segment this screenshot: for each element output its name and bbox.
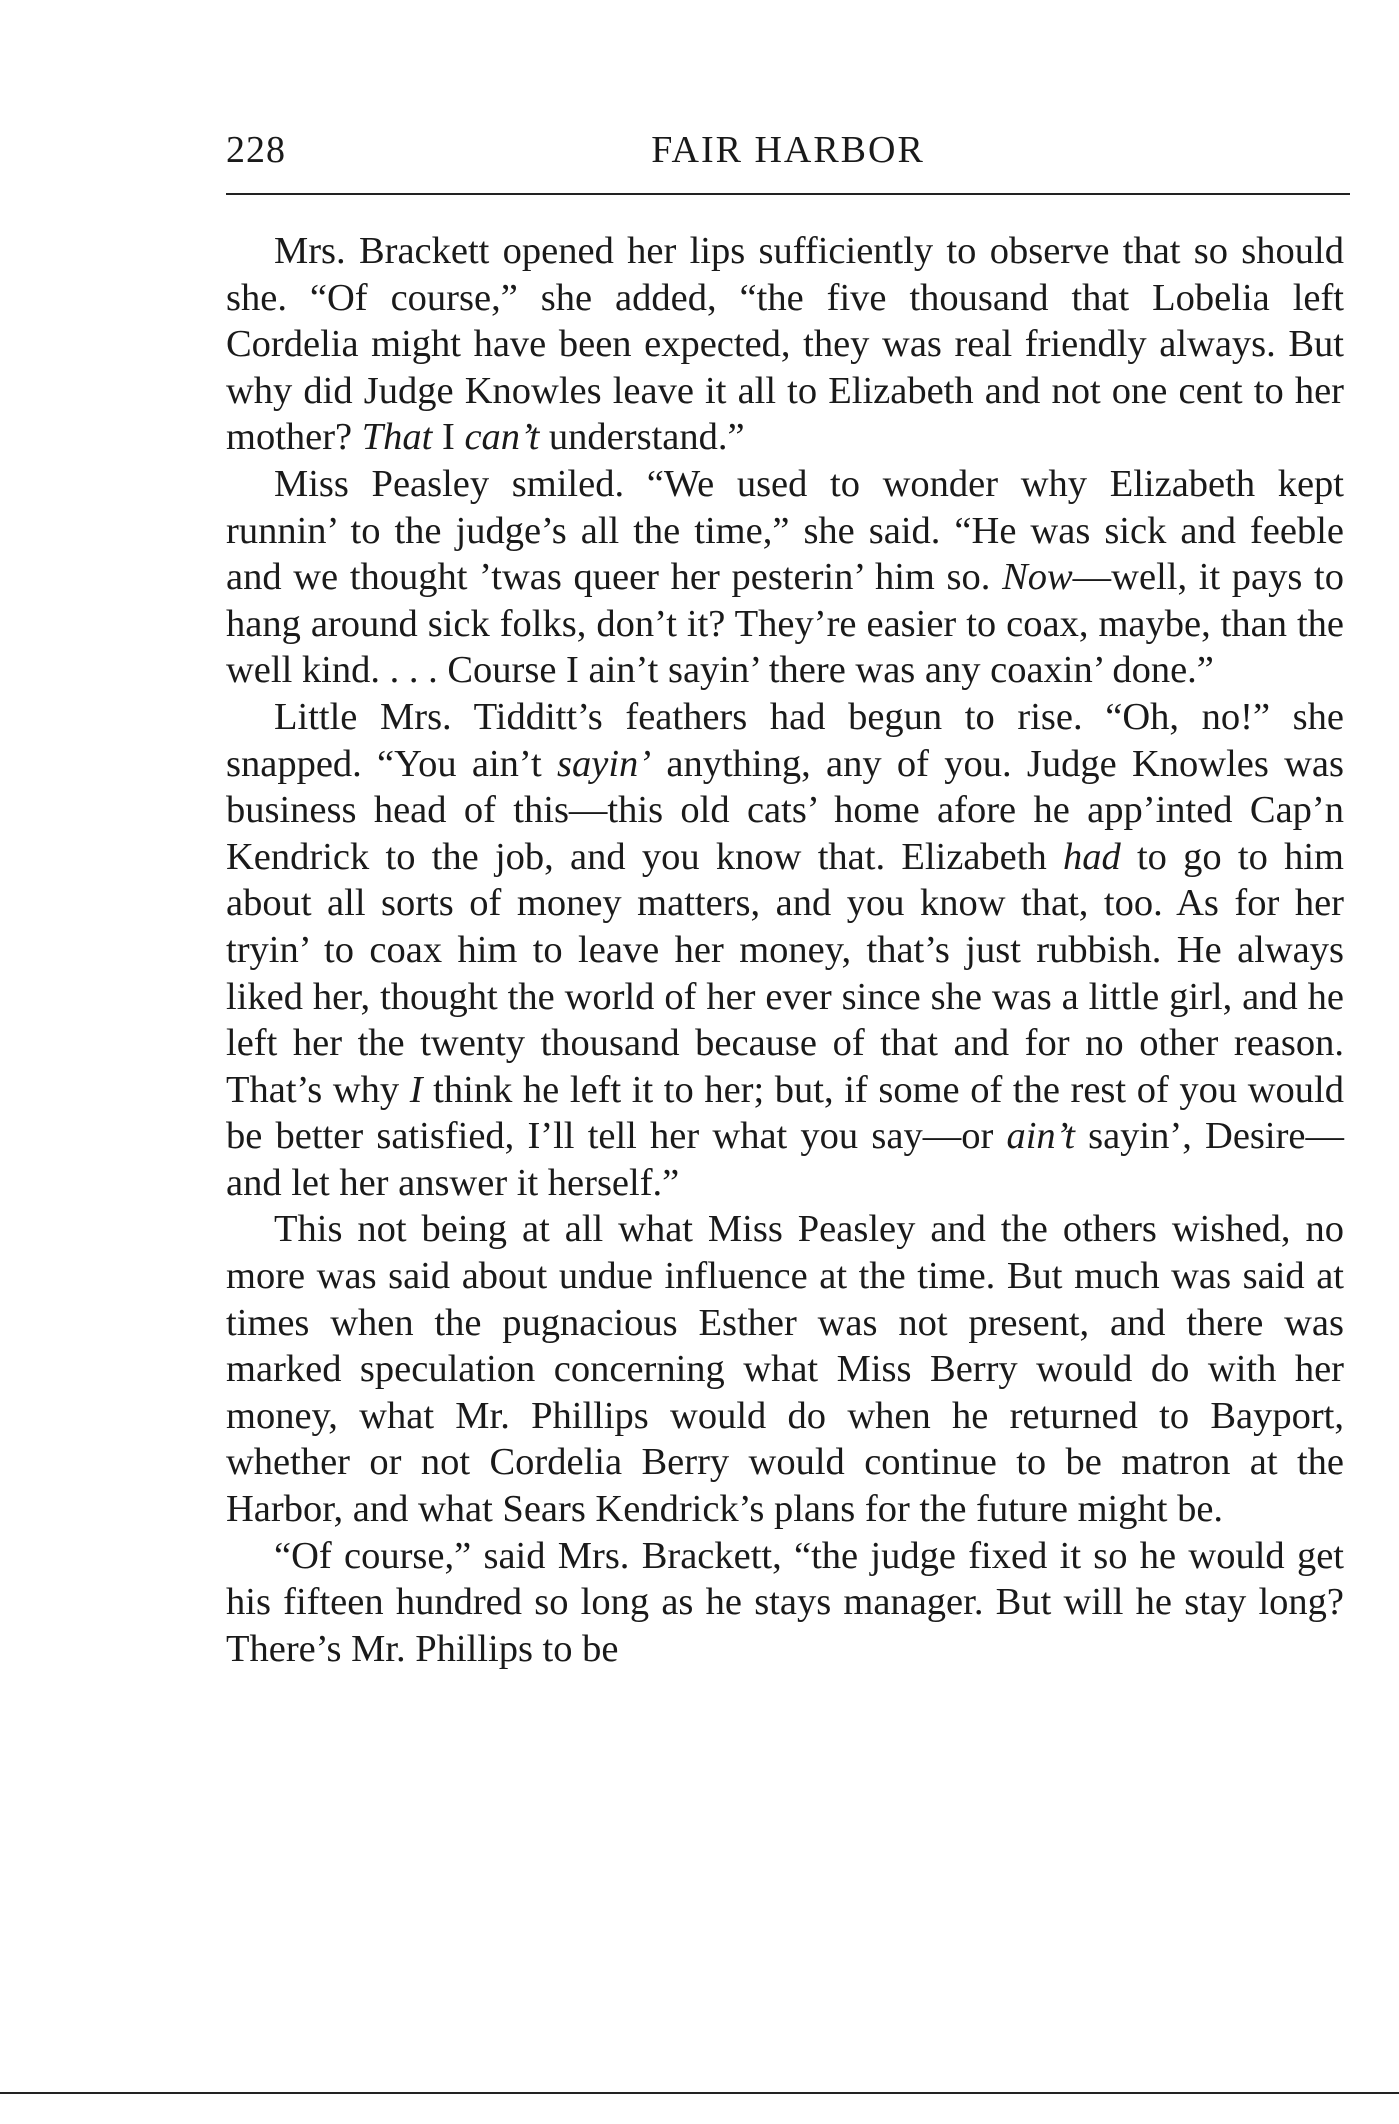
italic-text: had (1062, 835, 1121, 878)
paragraph (226, 461, 1344, 694)
italic-text: Now (1002, 556, 1073, 599)
text-run: “Of course,” said Mrs. Brackett, “the judge fixed it so he would get his fifteen hundred so long as he stays manager. But will he stay long? There’s Mr. Phillips to be (226, 1534, 1344, 1670)
italic-text: I (409, 1068, 423, 1111)
text-run: understand.” (539, 416, 745, 459)
text-run: anything, any of you. Judge Knowles was business head of this—this old cats’ home afore he app’inted Cap’n Kendrick to the job, and you know that. Elizabeth (226, 742, 1344, 878)
paragraph (226, 1533, 1344, 1673)
italic-text: can’t (464, 416, 540, 459)
italic-text: sayin’ (557, 742, 652, 785)
text-run: Mrs. Brackett opened her lips sufficiently to observe that so should she. “Of course,” she added, “the five thousand that Lobelia left Cordelia might have been expected, they was real friendly always. But why did Judge Knowles leave it all to Elizabeth and not one cent to her mother? (226, 230, 1344, 459)
paragraph (226, 1206, 1344, 1532)
text-run: to go to him about all sorts of money matters, and you know that, too. As for her tryin’ to coax him to leave her money, that’s just rubbish. He always liked her, thought the world of her ever since she was a little girl, and he left her the twenty thousand because of that and for no other reason. That’s why (226, 835, 1344, 1111)
italic-text: ain’t (1006, 1115, 1075, 1158)
running-title: FAIR HARBOR (651, 129, 925, 171)
body-text (226, 228, 1344, 1672)
text-run: This not being at all what Miss Peasley and the others wished, no more was said about undue influence at the time. But much was said at times when the pugnacious Esther was not present, and there was marked speculation concerning what Miss Berry would do with her money, what Mr. Phillips would do when he returned to Bayport, whether or not Cordelia Berry would continue to be matron at the Harbor, and what Sears Kendrick’s plans for the future might be. (226, 1208, 1344, 1531)
text-run: think he left it to her; but, if some of the rest of you would be better satisfied, I’ll tell her what you say—or (226, 1068, 1344, 1158)
italic-text: That (361, 416, 433, 459)
text-run: —well, it pays to hang around sick folks, don’t it? They’re easier to coax, maybe, than the well kind. . . . Course I ain’t sayin’ there was any coaxin’ done.” (226, 556, 1344, 692)
header-rule (226, 193, 1350, 195)
text-run: Miss Peasley smiled. “We used to wonder why Elizabeth kept runnin’ to the judge’s all the time,” she said. “He was sick and feeble and we thought ’twas queer her pesterin’ him so. (226, 462, 1344, 599)
text-run: I (432, 416, 465, 459)
page-number: 228 (226, 129, 286, 171)
paragraph (226, 228, 1344, 461)
bottom-rule (0, 2092, 1399, 2094)
text-run: Little Mrs. Tidditt’s feathers had begun to rise. “Oh, no!” she snapped. “You ain’t (226, 695, 1344, 785)
paragraph (226, 694, 1344, 1207)
page-header (226, 128, 1350, 188)
text-run: sayin’, Desire—and let her answer it herself.” (226, 1115, 1344, 1204)
